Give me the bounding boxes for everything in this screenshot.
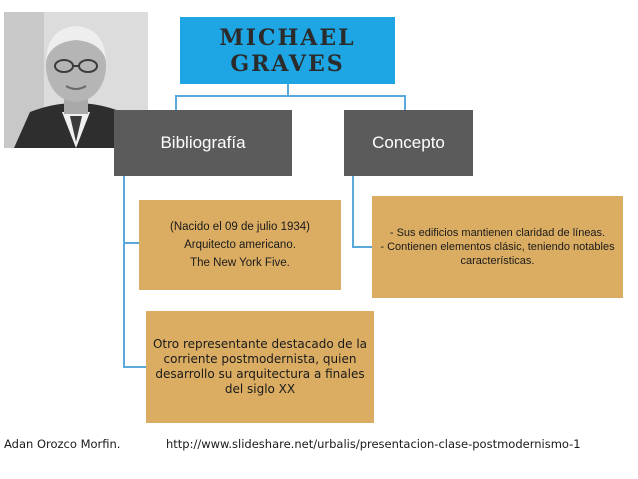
- root-title-line1: MICHAEL: [219, 24, 356, 51]
- connector-con-child: [352, 246, 372, 248]
- branch-concepto: [344, 110, 473, 176]
- detail-line: - Sus edificios mantienen claridad de líneas.: [389, 227, 606, 239]
- bibliografia-representative: [146, 311, 374, 423]
- connector-right-down: [404, 95, 406, 110]
- detail-line: - Contienen elementos clásic, teniendo notables características.: [380, 241, 615, 267]
- footer-author: Adan Orozco Morfin.: [4, 437, 121, 451]
- branch-label: Bibliografía: [160, 133, 246, 152]
- branch-bibliografia: [114, 110, 292, 176]
- footer-source-url: http://www.slideshare.net/urbalis/presentacion-clase-postmodernismo-1: [166, 437, 581, 451]
- detail-line: Arquitecto americano.: [184, 239, 296, 251]
- connector-bib-vertical: [123, 176, 125, 368]
- connector-bib-child1: [123, 242, 139, 244]
- connector-horizontal: [175, 95, 406, 97]
- connector-left-down: [175, 95, 177, 110]
- connector-con-vertical: [352, 176, 354, 248]
- connector-bib-child2: [123, 366, 146, 368]
- root-node: [180, 17, 395, 84]
- bibliografia-details: [139, 200, 341, 290]
- branch-label: Concepto: [372, 133, 445, 152]
- detail-text: Otro representante destacado de la corriente postmodernista, quien desarrollo su arquitectura a finales del siglo XX: [152, 337, 368, 396]
- detail-line: (Nacido el 09 de julio 1934): [169, 221, 310, 233]
- concepto-details: [372, 196, 623, 298]
- detail-line: The New York Five.: [190, 257, 290, 269]
- root-title-line2: GRAVES: [230, 50, 345, 77]
